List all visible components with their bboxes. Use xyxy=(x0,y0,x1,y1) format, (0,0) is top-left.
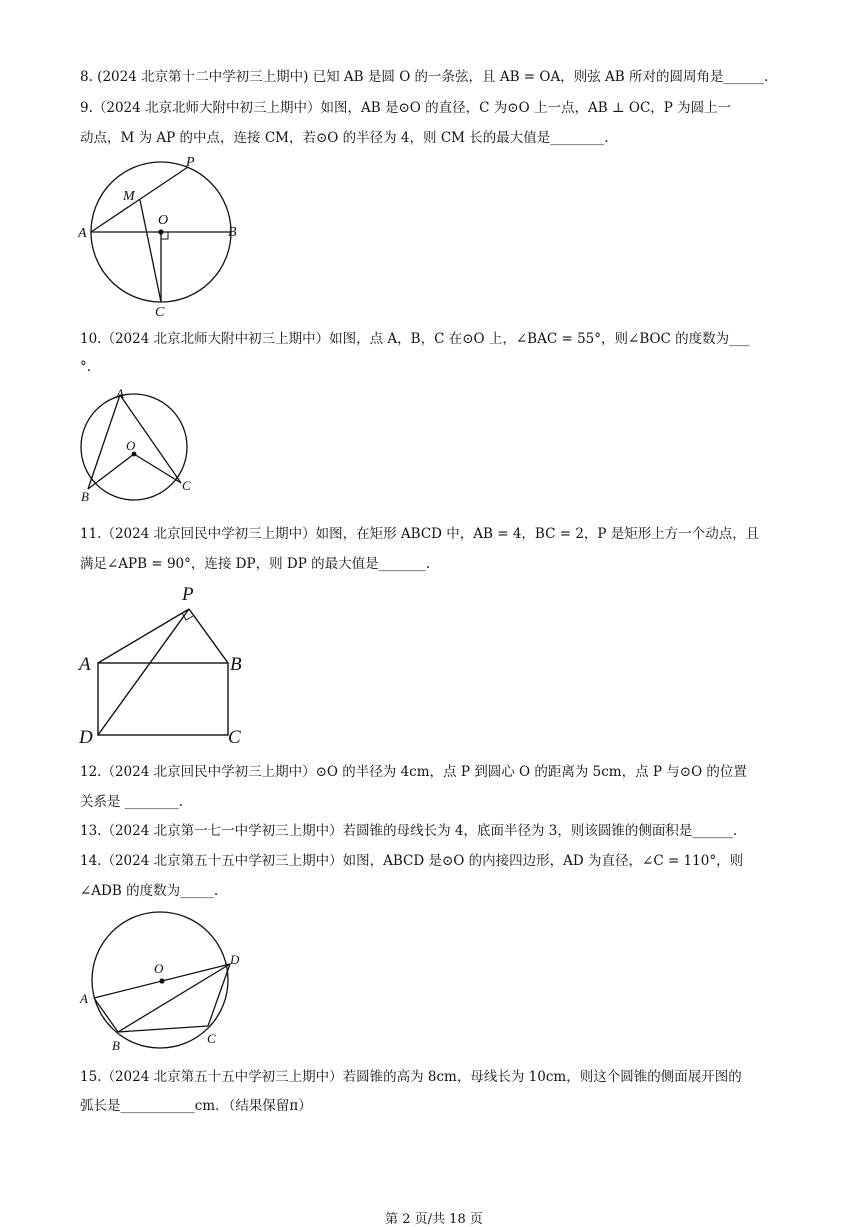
page-footer: 第 2 页/共 18 页 xyxy=(385,1212,483,1227)
label-C: C xyxy=(228,727,241,748)
question-11-line-1: 11.（2024 北京回民中学初三上期中）如图，在矩形 ABCD 中，AB = 4，BC = 2，P 是矩形上方一个动点，且 xyxy=(80,526,760,542)
label-C: C xyxy=(207,1031,216,1046)
label-C: C xyxy=(182,478,191,493)
question-10-line-2: °. xyxy=(80,359,92,375)
label-B: B xyxy=(81,489,89,504)
label-P: P xyxy=(186,155,195,170)
label-O: O xyxy=(158,213,169,228)
label-D: D xyxy=(230,952,240,967)
label-A: A xyxy=(79,654,91,675)
question-14-line-2: ∠ADB 的度数为_____. xyxy=(80,883,219,899)
label-B: B xyxy=(112,1038,120,1053)
label-D: D xyxy=(79,727,93,748)
figure-q9 xyxy=(78,152,248,320)
question-11-line-2: 满足∠APB = 90°，连接 DP，则 DP 的最大值是_______. xyxy=(80,556,431,572)
label-O: O xyxy=(154,961,164,976)
question-12-line-1: 12.（2024 北京回民中学初三上期中）⊙O 的半径为 4cm，点 P 到圆心 O 的距离为 5cm，点 P 与⊙O 的位置 xyxy=(80,764,747,780)
label-C: C xyxy=(155,305,165,320)
question-15-line-1: 15.（2024 北京第五十五中学初三上期中）若圆锥的高为 8cm，母线长为 10cm，则这个圆锥的侧面展开图的 xyxy=(80,1069,742,1085)
question-13-line-1: 13.（2024 北京第一七一中学初三上期中）若圆锥的母线长为 4，底面半径为 3，则该圆锥的侧面积是______. xyxy=(80,823,738,839)
question-12-line-2: 关系是 ________. xyxy=(80,794,184,810)
label-M: M xyxy=(123,189,135,204)
figure-q10 xyxy=(76,384,200,506)
label-P: P xyxy=(182,584,194,605)
question-14-line-1: 14.（2024 北京第五十五中学初三上期中）如图，ABCD 是⊙O 的内接四边形，AD 为直径，∠C = 110°，则 xyxy=(80,853,744,869)
question-10-line-1: 10.（2024 北京北师大附中初三上期中）如图，点 A，B，C 在⊙O 上，∠BAC = 55°，则∠BOC 的度数为___ xyxy=(80,331,750,347)
label-A: A xyxy=(80,991,88,1006)
label-A: A xyxy=(78,226,87,241)
question-15-line-2: 弧长是___________cm．（结果保留π） xyxy=(80,1098,312,1114)
figure-q11 xyxy=(76,580,256,750)
figure-q14 xyxy=(76,910,248,1058)
question-8-line-1: 8. (2024 北京第十二中学初三上期中) 已知 AB 是圆 O 的一条弦，且 AB = OA，则弦 AB 所对的圆周角是______. xyxy=(80,69,769,85)
label-B: B xyxy=(230,654,242,675)
label-B: B xyxy=(228,225,237,240)
label-A: A xyxy=(116,386,124,401)
label-O: O xyxy=(126,438,136,453)
question-9-line-1: 9.（2024 北京北师大附中初三上期中）如图，AB 是⊙O 的直径，C 为⊙O 上一点，AB ⊥ OC，P 为圆上一 xyxy=(80,100,732,116)
question-9-line-2: 动点，M 为 AP 的中点，连接 CM，若⊙O 的半径为 4，则 CM 长的最大值是________. xyxy=(80,130,609,146)
